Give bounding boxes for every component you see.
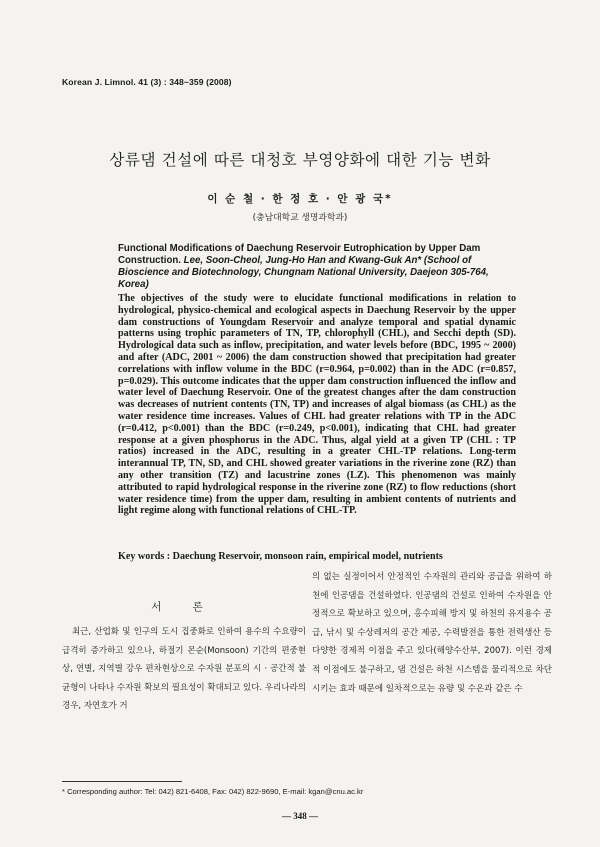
- authors-korean: 이 순 철 · 한 정 호 · 안 광 국*: [207, 193, 393, 205]
- title-english: Functional Modifications of Daechung Reservoir Eutrophication by Upper Dam Construction.: [118, 243, 481, 266]
- journal-header: Korean J. Limnol. 41 (3) : 348~359 (2008): [62, 77, 232, 87]
- keywords: Key words : Daechung Reservoir, monsoon rain, empirical model, nutrients: [118, 551, 443, 562]
- body-paragraph: 최근, 산업화 및 인구의 도시 집중화로 인하여 용수의 수요량이 급격히 증가하고 있으나, 하절기 몬순(Monsoon) 기간의 편중현상, 연별, 지역별 강우 편차현상으로 수자원 분포의 시 · 공간적 불균형이 나타나 수자원 확보의 필요성이 확대되고 있다. 우리나라의 경우, 자연호가 거: [62, 627, 306, 712]
- abstract: The objectives of the study were to elucidate functional modifications in relation to hydrological, physico-chemical and ecological aspects in Daechung Reservoir by the upper dam constructions of Youngdam Reservoir and analyze temporal and spatial dynamic patterns using trophic parameters of TN, TP, chlorophyll (CHL), and Secchi depth (SD). Hydrological data such as inflow, precipitation, and water levels before (BDC, 1995 ~ 2000) and after (ADC, 2001 ~ 2006) the dam construction showed that precipitation had greater correlations with inflow volume in the BDC (r=0.964, p=0.002) than in the ADC (r=0.857, p=0.029). This outcome indicates that the upper dam construction influenced the inflow and water level of Daechung Reservoir. One of the greatest changes after the dam construction was decreases of nutrient contents (TN, TP) and increases of algal biomass (as CHL) as the water residence time increases. Values of CHL had greater relations with TP in the ADC (r=0.412, p<0.001) than the BDC (r=0.249, p<0.001), indicating that CHL had greater response at a given phosphorus in the ADC. Thus, algal yield at a given TP (CHL : TP ratios) increased in the ADC, resulting in a greater CHL-TP relations. Long-term interannual TP, TN, SD, and CHL showed greater variations in the riverine zone (RZ) than any other transition (TZ) and lacustrine zones (LZ). This phenomenon was mainly attributed to rapid hydrological response in the riverine zone (RZ) to flow reductions (short water residence time) from the upper dam, resulting in ambient contents of nutrients and light regime along with functional relations of CHL-TP.: [118, 293, 516, 517]
- title-english-block: [118, 243, 518, 291]
- page-number: — 348 —: [282, 811, 318, 821]
- title-korean: 상류댐 건설에 따른 대청호 부영양화에 대한 기능 변화: [109, 151, 491, 169]
- footnote: * Corresponding author: Tel: 042) 821-6408, Fax: 042) 822-9690, E-mail: kgan@cnu.ac.kr: [62, 787, 364, 796]
- body-column-left: [62, 623, 306, 716]
- authors-english: Lee, Soon-Cheol, Jung-Ho Han and Kwang-Guk An* (School of Bioscience and Biotechnology, Chungnam National University, Daejeon 305-764, Korea): [118, 255, 489, 290]
- section-heading-introduction: 서 론: [151, 601, 217, 613]
- body-column-right: [312, 568, 552, 698]
- affiliation-korean: (충남대학교 생명과학과): [252, 213, 348, 223]
- footnote-divider: [62, 781, 182, 782]
- body-paragraph: 의 없는 실정이어서 안정적인 수자원의 관리와 공급을 위하여 하천에 인공댐을 건설하였다. 인공댐의 건설로 인하여 수자원을 안정적으로 확보하고 있으며, 홍수피해 방지 및 하천의 유지용수 공급, 낚시 및 수상레저의 공간 제공, 수력발전을 통한 전력생산 등 다양한 경제적 이점을 주고 있다(해양수산부, 2007). 이런 경제적 이점에도 불구하고, 댐 건설은 하천 시스템을 물리적으로 차단시키는 효과 때문에 일차적으로는 유량 및 수온과 같은 수: [312, 572, 552, 694]
